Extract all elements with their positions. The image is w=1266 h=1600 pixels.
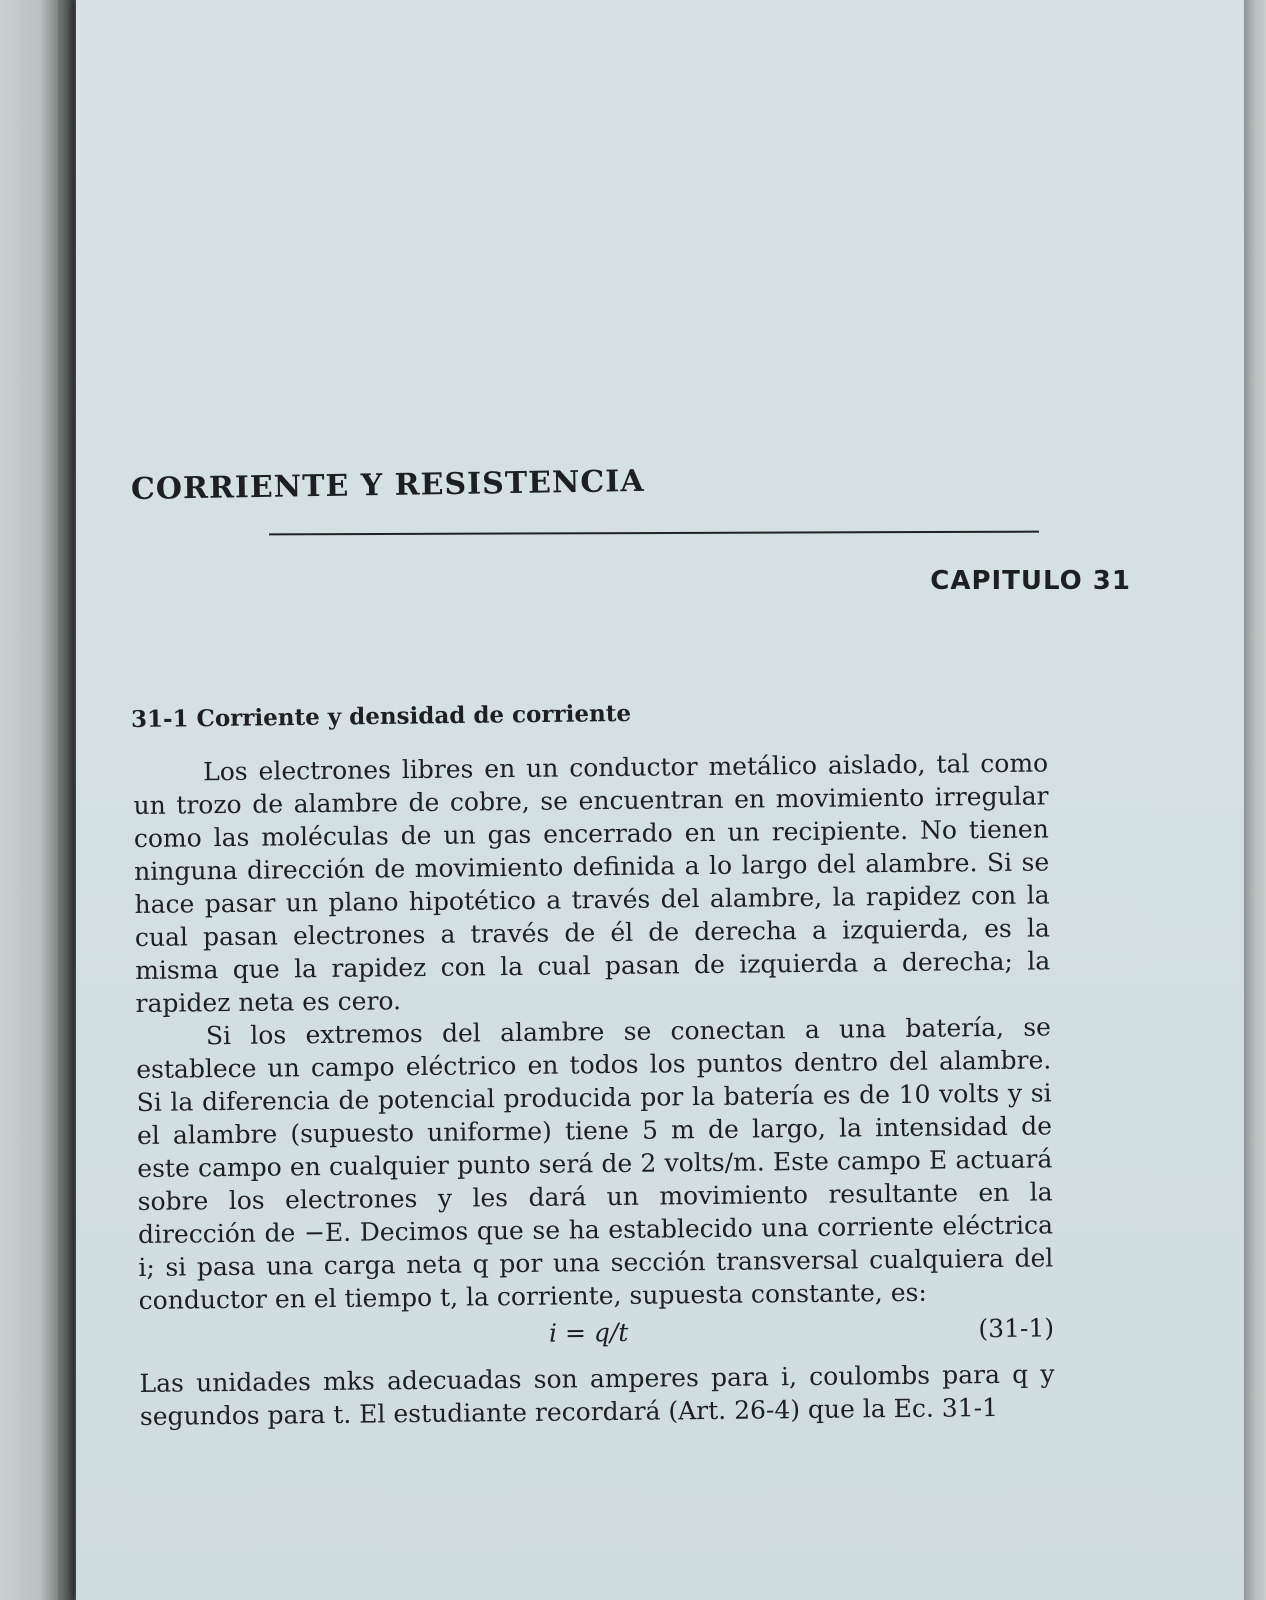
paragraph: Los electrones libres en un conductor metálico aislado, tal como un trozo de alambre de cobre, se encuentran en movimiento irregular como las moléculas de un gas encerrado en un recipiente. No tienen ninguna dirección de movimiento definida a lo largo del alambre. Si se hace pasar un plano hipotético a través del alambre, la rapidez con la cual pasan electrones a través de él de derecha a izquierda, es la misma que la rapidez con la cual pasan de izquierda a derecha; la rapidez neta es cero. xyxy=(133,748,1051,1018)
equation-number: (31-1) xyxy=(978,1313,1055,1344)
equation-line xyxy=(139,1309,1054,1359)
body-text xyxy=(133,746,1055,1433)
chapter-title: CORRIENTE Y RESISTENCIA xyxy=(130,463,645,507)
page-content xyxy=(131,0,1141,1600)
paragraph: Las unidades mks adecuadas son amperes para i, coulombs para q y segundos para t. El estudiante recordará (Art. 26-4) que la Ec. 31-1 xyxy=(139,1359,1055,1431)
section-heading: 31-1 Corriente y densidad de corriente xyxy=(130,699,632,733)
left-page-edge xyxy=(0,0,58,1600)
equation: i = q/t xyxy=(548,1317,629,1348)
chapter-rule xyxy=(269,531,1039,536)
chapter-label: CAPITULO 31 xyxy=(930,566,1131,596)
paragraph: Si los extremos del alambre se conectan a una batería, se establece un campo eléctrico en todos los puntos dentro del alambre. Si la diferencia de potencial producida por la batería es de 10 volts y si el alambre (supuesto uniforme) tiene 5 m de largo, la intensidad de este campo en cualquier punto será de 2 volts/m. Este campo E actuará sobre los electrones y les dará un movimiento resultante en la dirección de −E. Decimos que se ha establecido una corriente eléctrica i; si pasa una carga neta q por una sección transversal cualquiera del conductor en el tiempo t, la corriente, supuesta constante, es: xyxy=(136,1012,1054,1315)
book-page xyxy=(76,0,1244,1600)
